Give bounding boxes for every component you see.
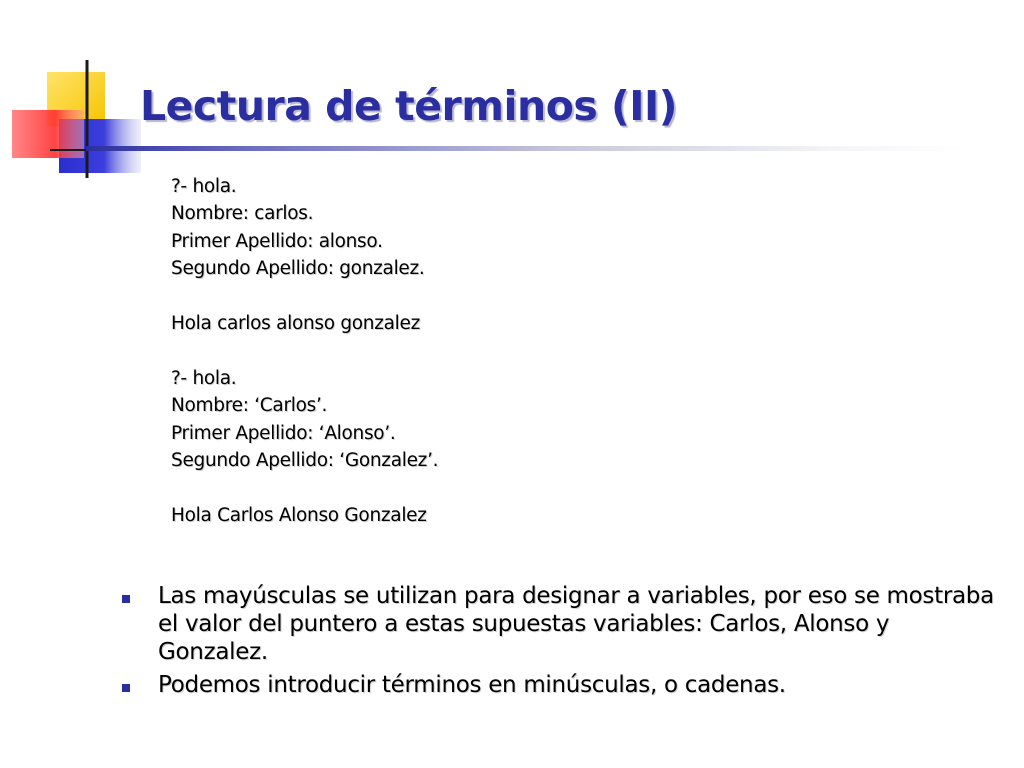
session-line: ?- hola. — [171, 176, 237, 197]
bullet-square-icon — [122, 595, 130, 603]
session-line: Primer Apellido: alonso. — [171, 230, 383, 252]
session-line — [171, 283, 438, 310]
title-underline — [86, 146, 966, 151]
session-line: Nombre: carlos. — [171, 203, 314, 225]
session-line: Nombre: ‘Carlos’. — [171, 395, 328, 417]
bullet-list — [120, 582, 1000, 704]
session-line: Hola carlos alonso gonzalez — [171, 312, 421, 334]
bullet-item — [120, 671, 1000, 699]
session-line — [171, 474, 438, 501]
bullet-square-icon — [122, 684, 130, 692]
bullet-item — [120, 582, 1000, 666]
bullet-text: Podemos introducir términos en minúsculas, o cadenas. — [158, 672, 786, 698]
prolog-session-transcript — [171, 173, 438, 529]
session-line: ?- hola. — [171, 367, 237, 389]
session-line: Segundo Apellido: ‘Gonzalez’. — [171, 449, 439, 471]
template-logo-decoration — [0, 0, 150, 190]
session-line — [171, 337, 438, 364]
session-line: Hola Carlos Alonso Gonzalez — [171, 504, 427, 526]
slide-title: Lectura de términos (II) — [140, 82, 678, 130]
session-line: Segundo Apellido: gonzalez. — [171, 258, 425, 280]
session-line: Primer Apellido: ‘Alonso’. — [171, 422, 396, 444]
bullet-text: Las mayúsculas se utilizan para designar a variables, por eso se mostraba el valor del puntero a estas supuestas variables: Carlos, Alonso y Gonzalez. — [158, 583, 994, 665]
